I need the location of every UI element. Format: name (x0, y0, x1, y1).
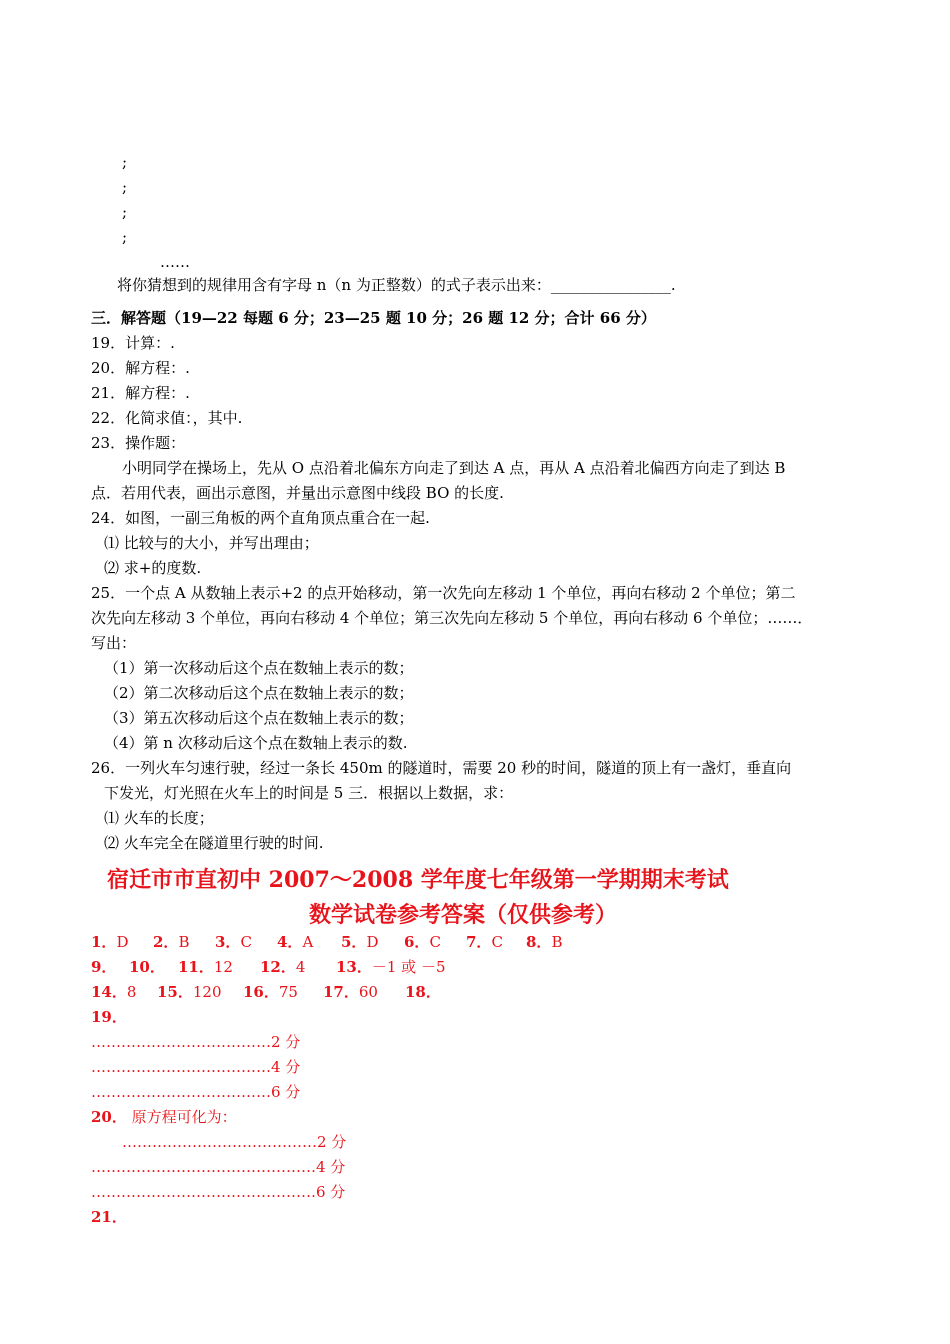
answer-value: C (491, 933, 503, 951)
question-26-part-2: ⑵ 火车完全在隧道里行驶的时间. (104, 834, 324, 852)
answer-num: 6． (404, 933, 430, 951)
question-23: 23．操作题： (91, 434, 186, 452)
answer-num: 9． (91, 958, 117, 976)
answer-num: 13． (336, 958, 372, 976)
answer-value: 8 (126, 983, 137, 1001)
question-19: 19．计算：. (91, 334, 175, 352)
answer-19-step-1: ………………………………2 分 (91, 1033, 301, 1051)
question-25-part-1: （1）第一次移动后这个点在数轴上表示的数； (104, 659, 414, 677)
answer-num: 7． (466, 933, 492, 951)
rule-blank: ________________ (550, 276, 671, 294)
question-26-part-1: ⑴ 火车的长度； (104, 809, 214, 827)
question-26-line-2: 下发光，灯光照在火车上的时间是 5 三．根据以上数据，求： (104, 784, 514, 802)
answer-value: 120 (192, 983, 222, 1001)
answer-value: 4 (295, 958, 306, 976)
question-22: 22．化简求值：，其中. (91, 409, 243, 427)
answer-value: －1 或 －5 (371, 958, 446, 976)
answer-19: 19． (91, 1008, 127, 1026)
answer-value: 12 (213, 958, 233, 976)
question-25-part-4: （4）第 n 次移动后这个点在数轴上表示的数. (104, 734, 408, 752)
answer-value: C (429, 933, 441, 951)
answer-num: 1． (91, 933, 117, 951)
question-24-part-1: ⑴ 比较与的大小，并写出理由； (104, 534, 319, 552)
question-23-body-2: 点．若用代表，画出示意图，并量出示意图中线段 BO 的长度. (91, 484, 504, 502)
rule-prompt-line (117, 275, 676, 295)
answer-20-step-2: ………………………………………4 分 (91, 1158, 346, 1176)
answer-num: 15． (157, 983, 193, 1001)
answer-num: 4． (277, 933, 303, 951)
question-25-line-3: 写出： (91, 634, 137, 652)
answer-title-2: 数学试卷参考答案（仅供参考） (309, 902, 618, 928)
semicolon-2: ; (122, 178, 128, 196)
answer-value: D (116, 933, 129, 951)
semicolon-3: ; (122, 203, 128, 221)
question-25-part-2: （2）第二次移动后这个点在数轴上表示的数； (104, 684, 414, 702)
answer-num: 11． (178, 958, 214, 976)
question-20: 20．解方程：. (91, 359, 190, 377)
answer-num: 18． (405, 983, 441, 1001)
answer-value: B (178, 933, 190, 951)
question-26-line-1: 26．一列火车匀速行驶，经过一条长 450m 的隧道时，需要 20 秒的时间，隧道的顶上有一盏灯，垂直向 (91, 759, 792, 777)
answer-20-text: 原方程可化为： (131, 1108, 237, 1126)
answer-20-num: 20． (91, 1108, 127, 1126)
answer-20-line (91, 1107, 237, 1127)
answer-value: 75 (278, 983, 298, 1001)
answer-value: 60 (358, 983, 378, 1001)
answer-row-3 (91, 982, 445, 1002)
answer-title-1: 宿迁市市直初中 2007～2008 学年度七年级第一学期期末考试 (107, 867, 729, 893)
answer-num: 10． (129, 958, 165, 976)
answer-20-step-3: ………………………………………6 分 (91, 1183, 346, 1201)
answer-num: 3． (215, 933, 241, 951)
rule-end: . (670, 276, 676, 294)
semicolon-1: ; (122, 153, 128, 171)
ellipsis: …… (160, 253, 190, 271)
question-23-body-1: 小明同学在操场上，先从 O 点沿着北偏东方向走了到达 A 点，再从 A 点沿着北偏西方向走了到达 B (122, 459, 786, 477)
answer-row-1 (91, 932, 566, 952)
answer-value: C (240, 933, 252, 951)
answer-19-step-2: ………………………………4 分 (91, 1058, 301, 1076)
answer-num: 5． (341, 933, 367, 951)
question-24-part-2: ⑵ 求+的度数. (104, 559, 202, 577)
answer-num: 17． (323, 983, 359, 1001)
question-24: 24．如图，一副三角板的两个直角顶点重合在一起. (91, 509, 430, 527)
answer-19-step-3: ………………………………6 分 (91, 1083, 301, 1101)
answer-value: B (551, 933, 563, 951)
answer-row-2 (91, 957, 466, 977)
answer-num: 14． (91, 983, 127, 1001)
question-25-line-1: 25．一个点 A 从数轴上表示+2 的点开始移动，第一次先向左移动 1 个单位，再向右移动 2 个单位；第二 (91, 584, 796, 602)
question-25-line-2: 次先向左移动 3 个单位，再向右移动 4 个单位；第三次先向左移动 5 个单位，再向右移动 6 个单位；……． (91, 609, 813, 627)
answer-20-step-1: …………………………………2 分 (122, 1133, 347, 1151)
section3-heading: 三．解答题（19—22 每题 6 分；23—25 题 10 分；26 题 12 分；合计 66 分） (91, 309, 656, 327)
question-21: 21．解方程：. (91, 384, 190, 402)
semicolon-4: ; (122, 228, 128, 246)
answer-value: D (366, 933, 379, 951)
answer-num: 16． (243, 983, 279, 1001)
answer-num: 12． (260, 958, 296, 976)
rule-prompt: 将你猜想到的规律用含有字母 n（n 为正整数）的式子表示出来： (117, 276, 551, 294)
question-25-part-3: （3）第五次移动后这个点在数轴上表示的数； (104, 709, 414, 727)
answer-num: 8． (526, 933, 552, 951)
answer-21: 21． (91, 1208, 127, 1226)
answer-num: 2． (153, 933, 179, 951)
answer-value: A (302, 933, 314, 951)
